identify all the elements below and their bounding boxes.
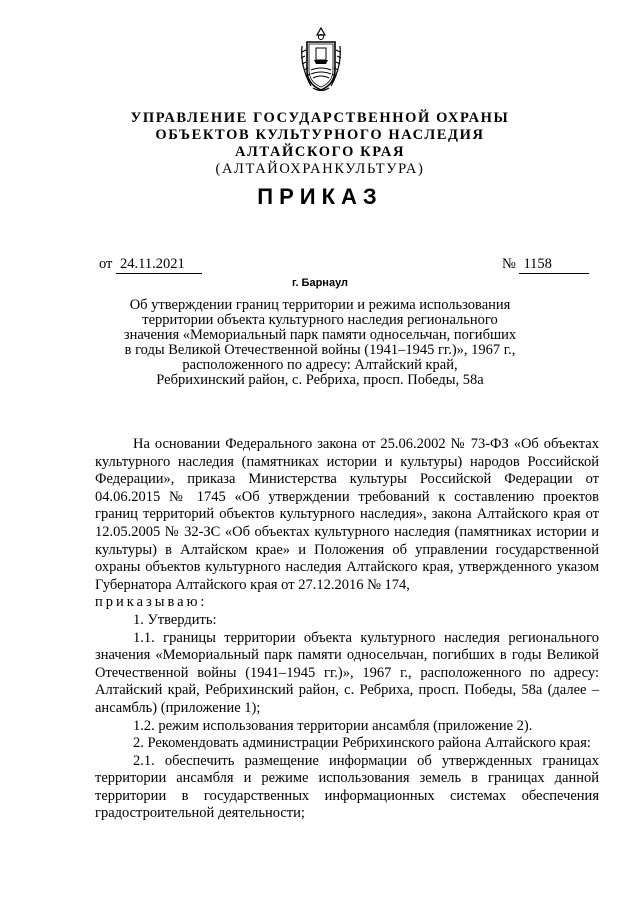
title-line: Об утверждении границ территории и режима использования xyxy=(129,297,511,313)
title-line: территории объекта культурного наследия регионального xyxy=(142,312,498,328)
document-body xyxy=(95,436,599,823)
agency-short-name: (АЛТАЙОХРАНКУЛЬТУРА) xyxy=(215,161,425,177)
document-type-title: ПРИКАЗ xyxy=(257,184,383,209)
agency-name-line-3: АЛТАЙСКОГО КРАЯ xyxy=(234,144,406,160)
document-number: 1158 xyxy=(519,256,589,274)
number-line xyxy=(502,256,589,274)
date-prefix: от xyxy=(99,256,113,272)
agency-name-line-1: УПРАВЛЕНИЕ ГОСУДАРСТВЕННОЙ ОХРАНЫ xyxy=(130,110,510,126)
city-name: г. Барнаул xyxy=(291,277,349,289)
clause-1-1: 1.1. границы территории объекта культурного наследия регионального значения «Мемориальный парк памяти односельчан, погибших в годы Великой Отечественной войны (1941–1945 гг.)», 1967 г., расположенного по адресу: Алтайский край, Ребрихинский район, с. Ребриха, просп. Победы, 58а (далее – ансамбль) (приложение 1); xyxy=(95,629,599,716)
document-title xyxy=(120,298,520,388)
title-line: Ребрихинский район, с. Ребриха, просп. Победы, 58а xyxy=(156,372,484,388)
order-word: приказываю: xyxy=(95,594,208,611)
title-line: расположенного по адресу: Алтайский край, xyxy=(182,357,458,373)
clause-2-1: 2.1. обеспечить размещение информации об утвержденных границах территории ансамбля и режиме использования земель в границах данной территории в государственных информационных системах обеспечения градостроительной деятельности; xyxy=(95,752,599,822)
title-line: значения «Мемориальный парк памяти односельчан, погибших xyxy=(123,327,517,343)
clause-1: 1. Утвердить: xyxy=(133,611,217,628)
clause-1-2: 1.2. режим использования территории ансамбля (приложение 2). xyxy=(133,717,533,734)
preamble-paragraph: На основании Федерального закона от 25.06.2002 № 73-ФЗ «Об объектах культурного наследия (памятниках истории и культуры) народов Российской Федерации», приказа Министерства культуры Российской Федерации от 04.06.2015 № 1745 «Об утверждении требований к составлению проектов границ территорий объектов культурного наследия», закона Алтайского края от 12.05.2005 № 32-ЗС «Об объектах культурного наследия (памятниках истории и культуры) в Алтайском крае» и Положения об управлении государственной охраны объектов культурного наследия Алтайского края, утвержденного указом Губернатора Алтайского края от 27.12.2016 № 174, xyxy=(95,436,599,593)
coat-of-arms-emblem xyxy=(299,26,343,94)
agency-name-line-2: ОБЪЕКТОВ КУЛЬТУРНОГО НАСЛЕДИЯ xyxy=(155,127,485,143)
clause-2: 2. Рекомендовать администрации Ребрихинского района Алтайского края: xyxy=(133,735,591,752)
date-line xyxy=(99,256,202,274)
document-date: 24.11.2021 xyxy=(116,256,202,274)
number-prefix: № xyxy=(502,256,516,272)
title-line: в годы Великой Отечественной войны (1941–1945 гг.)», 1967 г., xyxy=(124,342,516,358)
